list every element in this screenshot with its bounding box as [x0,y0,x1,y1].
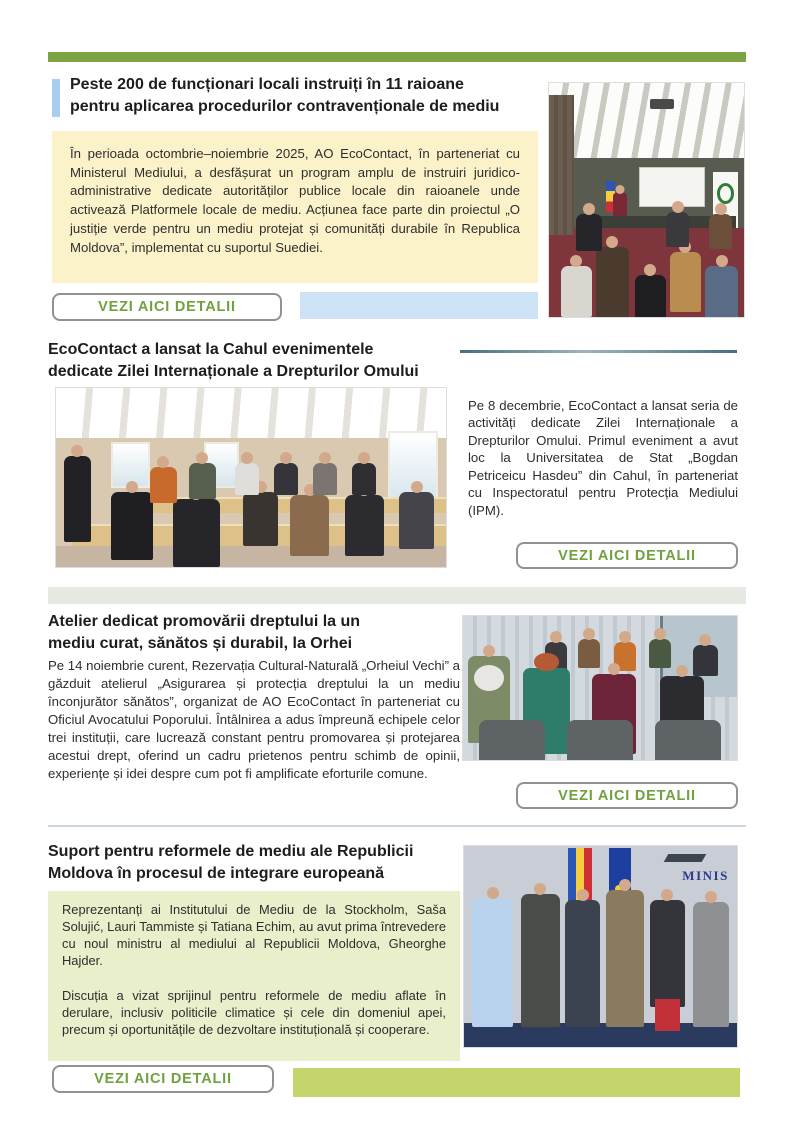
attendee-figure [693,645,718,677]
photo-delegation-group [463,845,738,1048]
student-figure [290,495,329,556]
title-line: mediu curat, sănătos și durabil, la Orhei [48,635,353,652]
student-figure [399,492,434,549]
section-body-paragraph: Discuția a vizat sprijinul pentru reformele de mediu aflate în derulare, inclusiv politicile climatice și cele din domeniul apei, precum și oportunitățile de dezvoltare instituțională și cooperare. [62,987,446,1037]
photo-workshop-audience [462,615,738,761]
person-dark-suit [565,900,600,1027]
audience-figure [670,252,701,313]
conference-room-scene [549,83,744,317]
section-body-orhei [48,657,460,819]
section-body-cahul [468,397,738,545]
person-black-blazer [650,900,685,1007]
title-line: Peste 200 de funcționari locali instruiți în 11 raioane [70,76,464,93]
audience-figure [635,275,666,318]
top-accent-bar [48,52,746,62]
student-figure [274,463,297,495]
details-button-3[interactable] [516,782,738,809]
person-gray-blazer [521,894,559,1027]
audience-figure [561,266,592,317]
photo-classroom-audience [55,387,447,568]
title-line: pentru aplicarea procedurilor contravenționale de mediu [70,98,500,115]
audience-figure [709,214,732,249]
details-button-2[interactable] [516,542,738,569]
photo-conference-room [548,82,745,318]
banner-logo [717,183,735,204]
student-figure [345,495,384,556]
student-figure [243,492,278,546]
ceiling [549,83,744,158]
audience-figure [576,214,601,251]
attendee-figure [649,639,671,668]
chair [655,720,721,761]
audience-figure [666,212,689,247]
red-hair [534,653,559,670]
blue-strip [300,292,538,319]
section-body-text: Pe 14 noiembrie curent, Rezervația Cultural-Naturală „Orheiul Vechi” a găzduit atelierul „Asigurarea și protecția dreptului la un mediu înconjurător sănătos”, organizat de AO EcoContact în parteneriat cu Oficiul Avocatului Poporului. Întâlnirea a adus împreună echipele celor trei instituții, care lucrează constant pentru promovarea și protejarea acestui drept, oferind un cadru prietenos pentru schimb de opinii, experiențe și idei despre cum pot fi amplificate eforturile comune. [48,658,460,782]
title-line: EcoContact a lansat la Cahul evenimentele [48,341,374,358]
details-button-4[interactable] [52,1065,274,1093]
title-accent-bar [52,79,60,117]
thin-divider-line [48,825,746,827]
workshop-scene [463,616,737,760]
title-line: Suport pentru reformele de mediu ale Republicii [48,843,414,860]
section-body-text: Pe 8 decembrie, EcoContact a lansat seria de activități dedicate Zilei Internaționale a Drepturilor Omului. Primul eveniment a avut loc la Universitatea de Stat „Bogdan Petriceicu Hasdeu” din Cahul, în parteneriat cu Inspectoratul pentru Protecția Mediului (IPM). [468,398,738,518]
student-figure [173,499,220,567]
title-line: Atelier dedicat promovării dreptului la un [48,613,361,630]
details-button-label: VEZI AICI DETALII [558,787,696,804]
section-body-text: În perioada octombrie–noiembrie 2025, AO EcoContact, în parteneriat cu Ministerul Mediului, a desfășurat un program amplu de instruiri juridico-administrative dedicate autorităților publice locale din raioanele unde activează Platformele locale de mediu. Acțiunea face parte din proiectul „O justiție verde pentru un mediu protejat și comunități durabile în Republica Moldova”, implementat cu suportul Suediei. [70,146,520,255]
attendee-figure [578,639,600,668]
person-light-blue-blazer [472,898,513,1027]
projector [650,99,673,108]
audience-figure [705,266,738,318]
student-figure [235,463,258,495]
section-title-orhei [48,611,360,655]
details-button-label: VEZI AICI DETALII [558,547,696,564]
student-figure [352,463,375,495]
ministry-logo [664,854,707,862]
highlight-text-box-green [48,891,460,1061]
projector-screen [639,167,705,206]
classroom-scene [56,388,446,567]
title-line: dedicate Zilei Internaționale a Drepturilor Omului [48,363,419,380]
bottom-green-bar [293,1068,740,1097]
title-line: Moldova în procesul de integrare europeană [48,865,385,882]
curtain [549,95,574,235]
chair [479,720,545,761]
details-button-label: VEZI AICI DETALII [94,1071,232,1087]
section-divider-band [48,587,746,604]
student-figure [64,456,91,542]
person-gray-coat [693,902,728,1027]
student-figure [111,492,154,560]
section-title-reforms [48,841,413,885]
teal-divider-line [460,350,737,353]
person-plaid-blazer [606,890,644,1027]
details-button-label: VEZI AICI DETALII [98,299,236,315]
audience-figure [596,247,629,317]
student-figure [313,463,336,495]
chair [567,720,633,761]
scarf [474,665,504,691]
student-figure [189,463,216,499]
red-trousers [655,999,680,1031]
ministry-wall-text: MINIS [682,868,729,884]
delegation-scene [464,846,737,1047]
highlight-text-box-yellow [52,131,538,283]
details-button-1[interactable] [52,293,282,321]
student-figure [150,467,177,503]
section-title-cahul [48,339,419,383]
section-title-training [70,74,499,118]
section-body-paragraph: Reprezentanți ai Institutului de Mediu de la Stockholm, Saša Solujić, Lauri Tammiste și Tatiana Echim, au avut prima întrevedere cu noul ministru al mediului al Republicii Moldova, Gheorghe Hajder. [62,902,446,969]
